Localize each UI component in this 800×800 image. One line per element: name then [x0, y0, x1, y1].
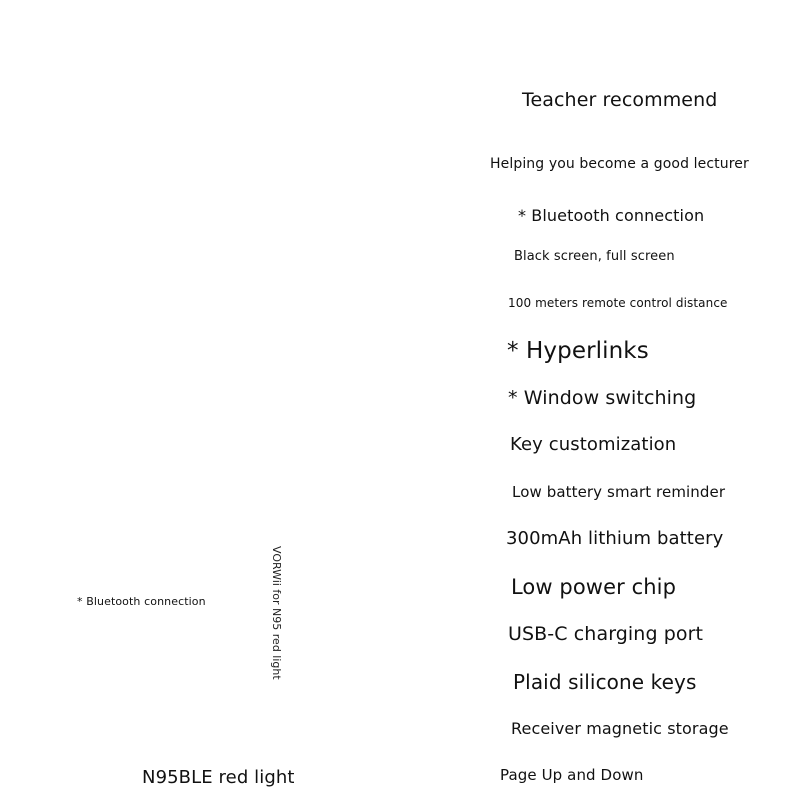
feature-window-switching: * Window switching: [508, 387, 697, 409]
feature-key-customization: Key customization: [510, 434, 677, 455]
left-bluetooth-note: * Bluetooth connection: [77, 595, 206, 608]
vertical-product-label: VORWii for N95 red light: [270, 546, 283, 680]
feature-silicone-keys: Plaid silicone keys: [513, 670, 697, 694]
feature-low-battery: Low battery smart reminder: [512, 483, 726, 501]
feature-remote-distance: 100 meters remote control distance: [508, 296, 728, 310]
feature-low-power-chip: Low power chip: [511, 575, 677, 599]
feature-black-screen: Black screen, full screen: [514, 249, 675, 264]
page-title: Teacher recommend: [522, 89, 718, 111]
feature-hyperlinks: * Hyperlinks: [507, 338, 649, 364]
feature-page-up-down: Page Up and Down: [500, 766, 644, 784]
feature-lithium-battery: 300mAh lithium battery: [506, 528, 724, 549]
tagline: Helping you become a good lecturer: [490, 156, 749, 172]
feature-usbc-port: USB-C charging port: [508, 623, 704, 645]
feature-magnetic-storage: Receiver magnetic storage: [511, 719, 729, 738]
feature-bluetooth: * Bluetooth connection: [518, 206, 705, 225]
product-name: N95BLE red light: [142, 767, 295, 788]
